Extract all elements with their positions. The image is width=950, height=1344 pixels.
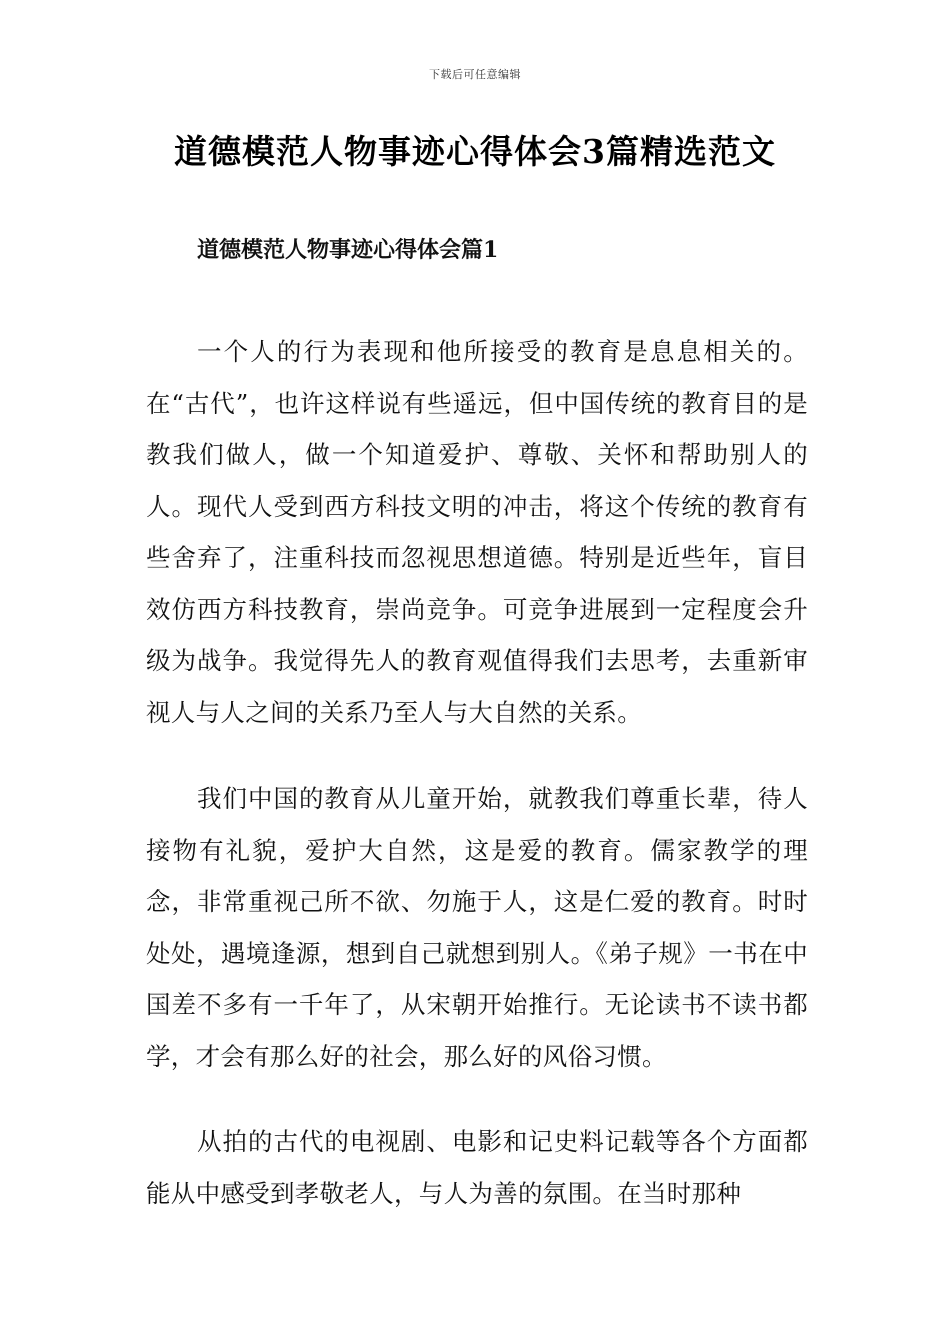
document-title: 道德模范人物事迹心得体会3篇精选范文 (174, 132, 776, 171)
body-paragraph: 一个人的行为表现和他所接受的教育是息息相关的。在“古代”，也许这样说有些遥远，但中国传统的教育目的是教我们做人，做一个知道爱护、尊敬、关怀和帮助别人的人。现代人受到西方科技文明的冲击，将这个传统的教育有些舍弃了，注重科技而忽视思想道德。特别是近些年，盲目效仿西方科技教育，崇尚竞争。可竞争进展到一定程度会升级为战争。我觉得先人的教育观值得我们去思考，去重新审视人与人之间的关系乃至人与大自然的关系。 (146, 337, 808, 727)
body-paragraph: 我们中国的教育从儿童开始，就教我们尊重长辈，待人接物有礼貌，爱护大自然，这是爱的教育。儒家教学的理念，非常重视己所不欲、勿施于人，这是仁爱的教育。时时处处，遇境逢源，想到自己就想到别人。《弟子规》一书在中国差不多有一千年了，从宋朝开始推行。无论读书不读书都学，才会有那么好的社会，那么好的风俗习惯。 (146, 784, 808, 1071)
body-paragraph: 从拍的古代的电视剧、电影和记史料记载等各个方面都能从中感受到孝敬老人，与人为善的氛围。在当时那种 (146, 1127, 808, 1208)
section-heading: 道德模范人物事迹心得体会篇1 (197, 237, 499, 263)
header-note: 下载后可任意编辑 (429, 68, 521, 81)
